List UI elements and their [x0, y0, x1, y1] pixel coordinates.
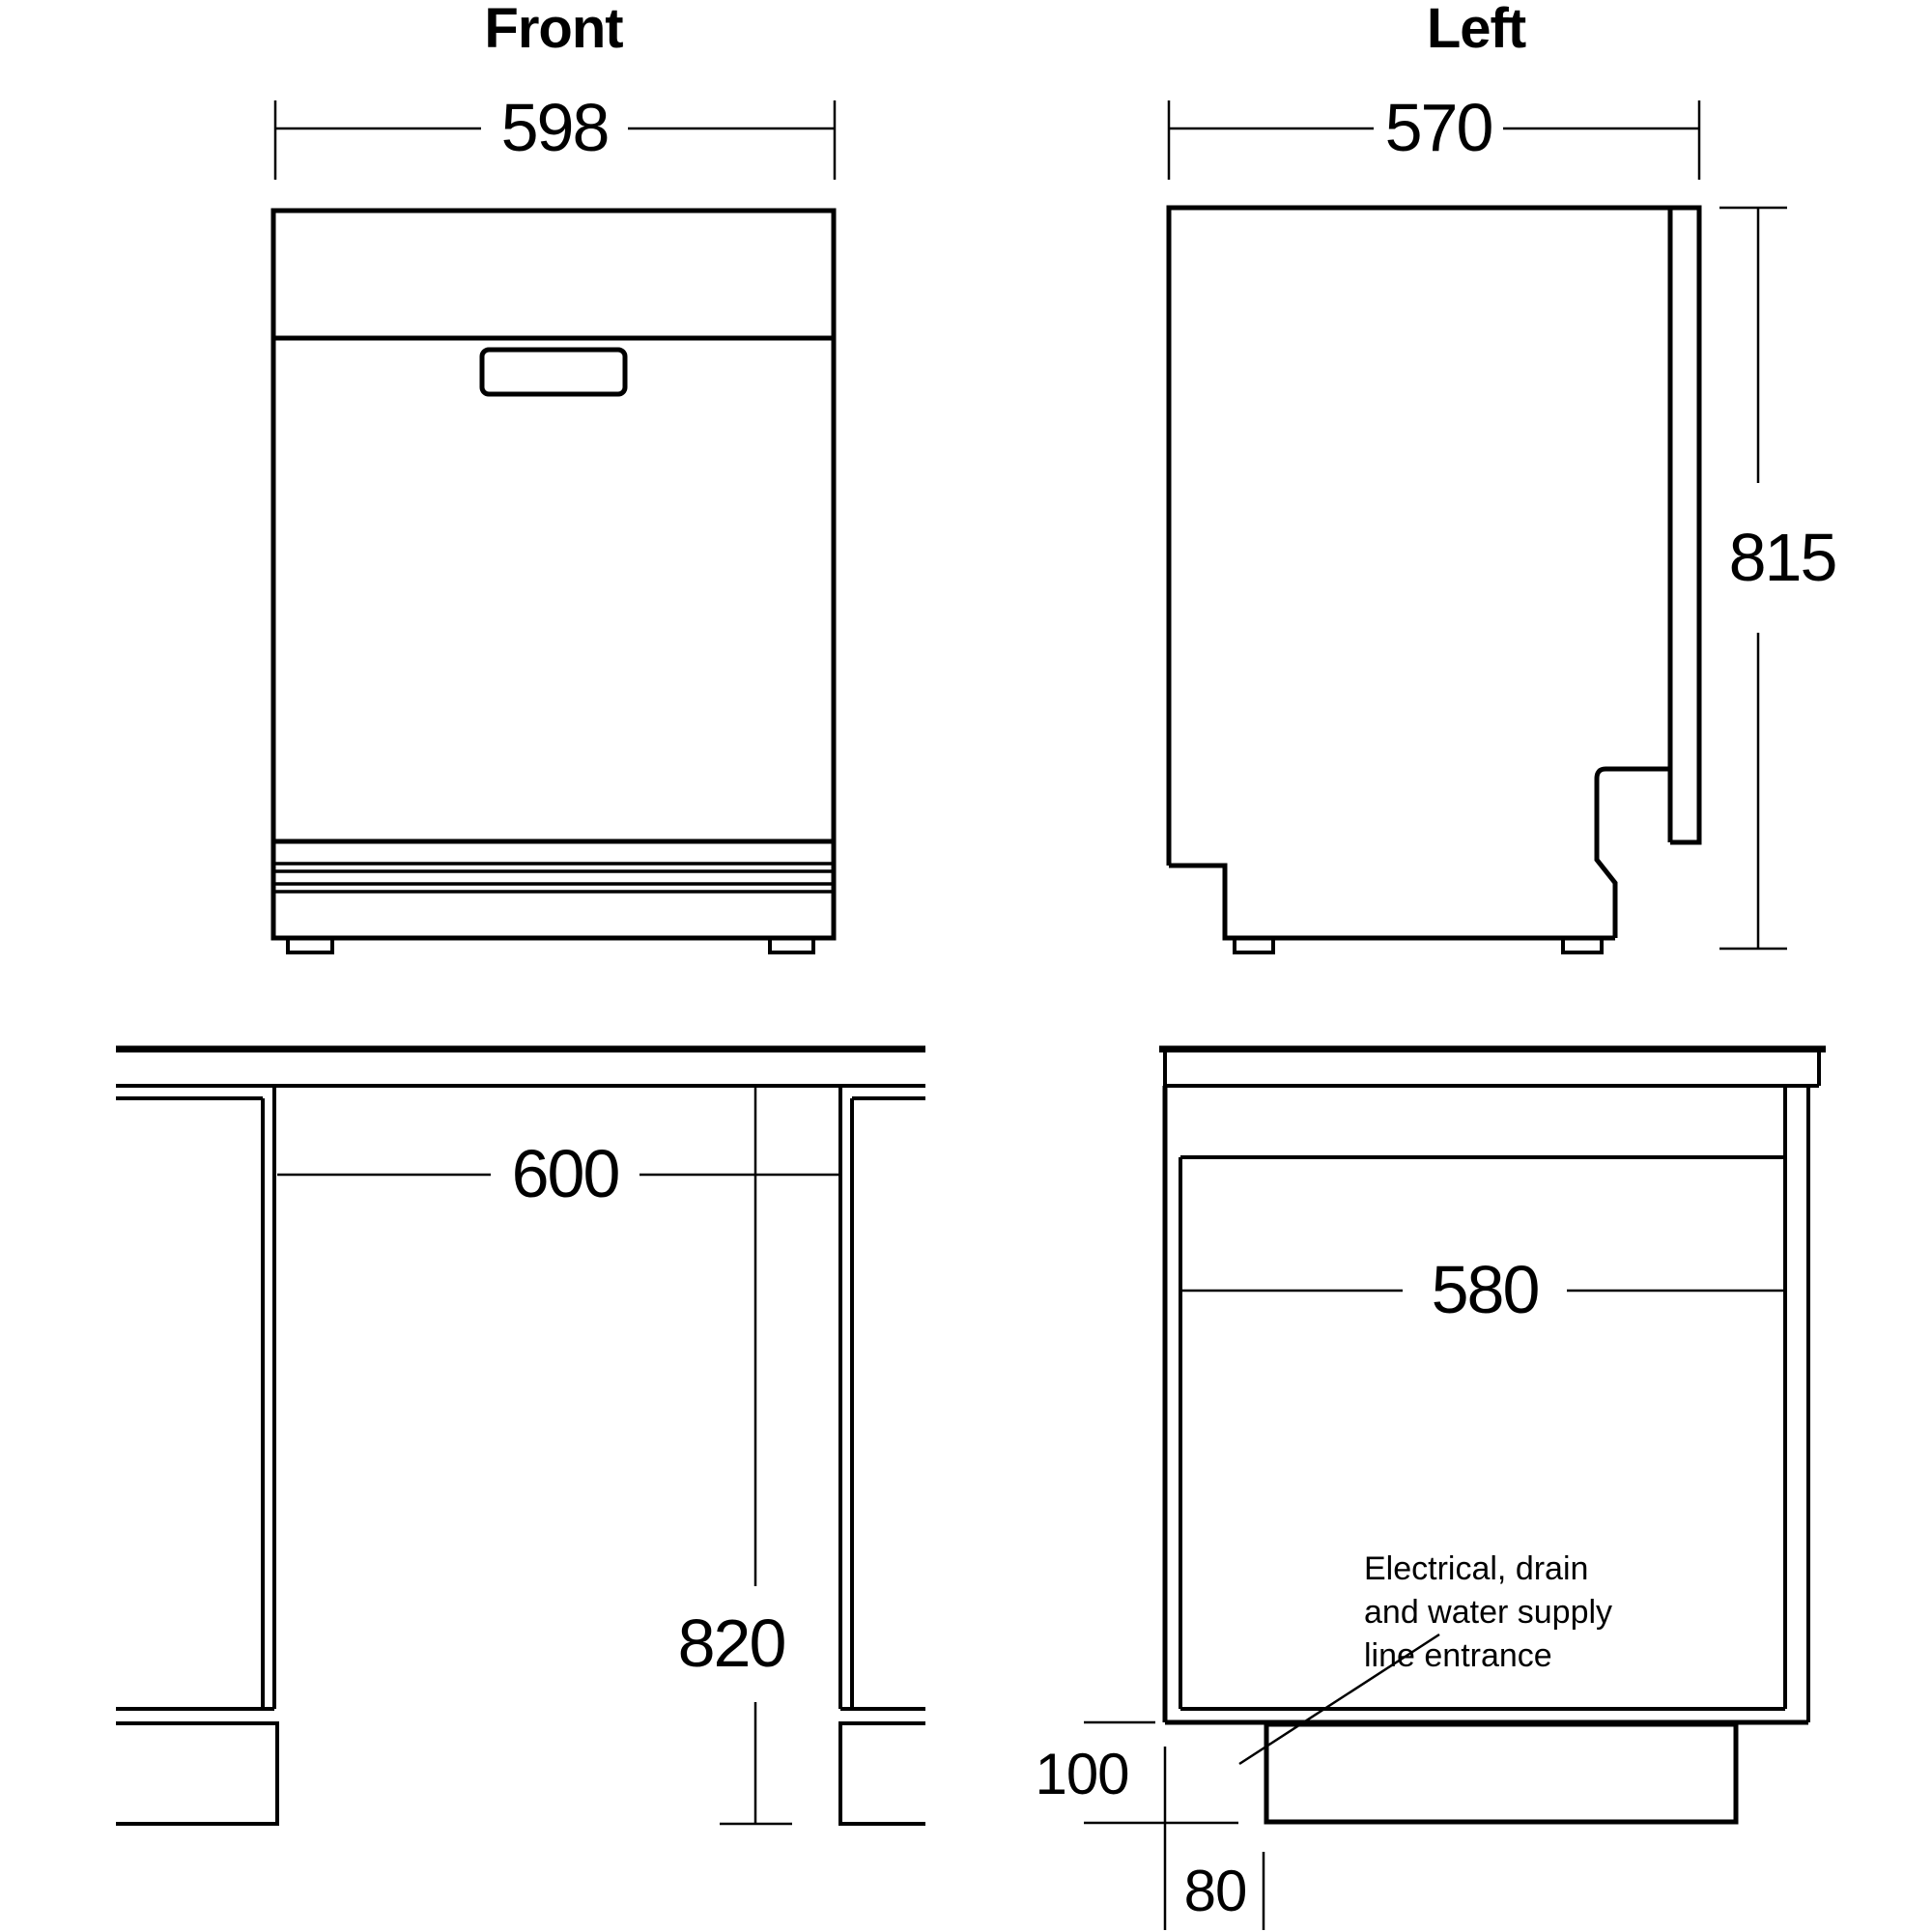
- left-height-label: 815: [1725, 524, 1840, 591]
- niche-height-dimension: [720, 1086, 792, 1824]
- front-body-outline: [273, 211, 834, 938]
- left-cabinet-plinth: [116, 1723, 277, 1824]
- front-view-title: Front: [480, 1, 626, 57]
- niche-side-drawing: [1084, 1049, 1826, 1930]
- front-handle: [482, 350, 625, 394]
- niche-depth-label: 580: [1428, 1256, 1543, 1323]
- toe-kick-depth-label: 80: [1180, 1862, 1251, 1920]
- left-depth-label: 570: [1381, 94, 1496, 161]
- note-line-2: and water supply: [1364, 1594, 1613, 1631]
- left-bottom-profile: [1169, 866, 1615, 938]
- front-view-drawing: [273, 100, 835, 952]
- note-line-1: Electrical, drain: [1364, 1550, 1589, 1587]
- niche-width-label: 600: [508, 1140, 623, 1208]
- toe-kick-height-label: 100: [1031, 1746, 1132, 1804]
- note-line-3: line entrance: [1364, 1637, 1552, 1674]
- front-width-label: 598: [497, 94, 612, 161]
- niche-height-label: 820: [674, 1609, 789, 1677]
- left-view-title: Left: [1423, 1, 1529, 57]
- utility-entrance-note: [1364, 1548, 1612, 1678]
- left-toe-kick-profile: [1597, 769, 1670, 938]
- side-plinth: [1266, 1724, 1736, 1822]
- right-cabinet-plinth: [840, 1723, 925, 1824]
- left-view-drawing: [1169, 100, 1787, 952]
